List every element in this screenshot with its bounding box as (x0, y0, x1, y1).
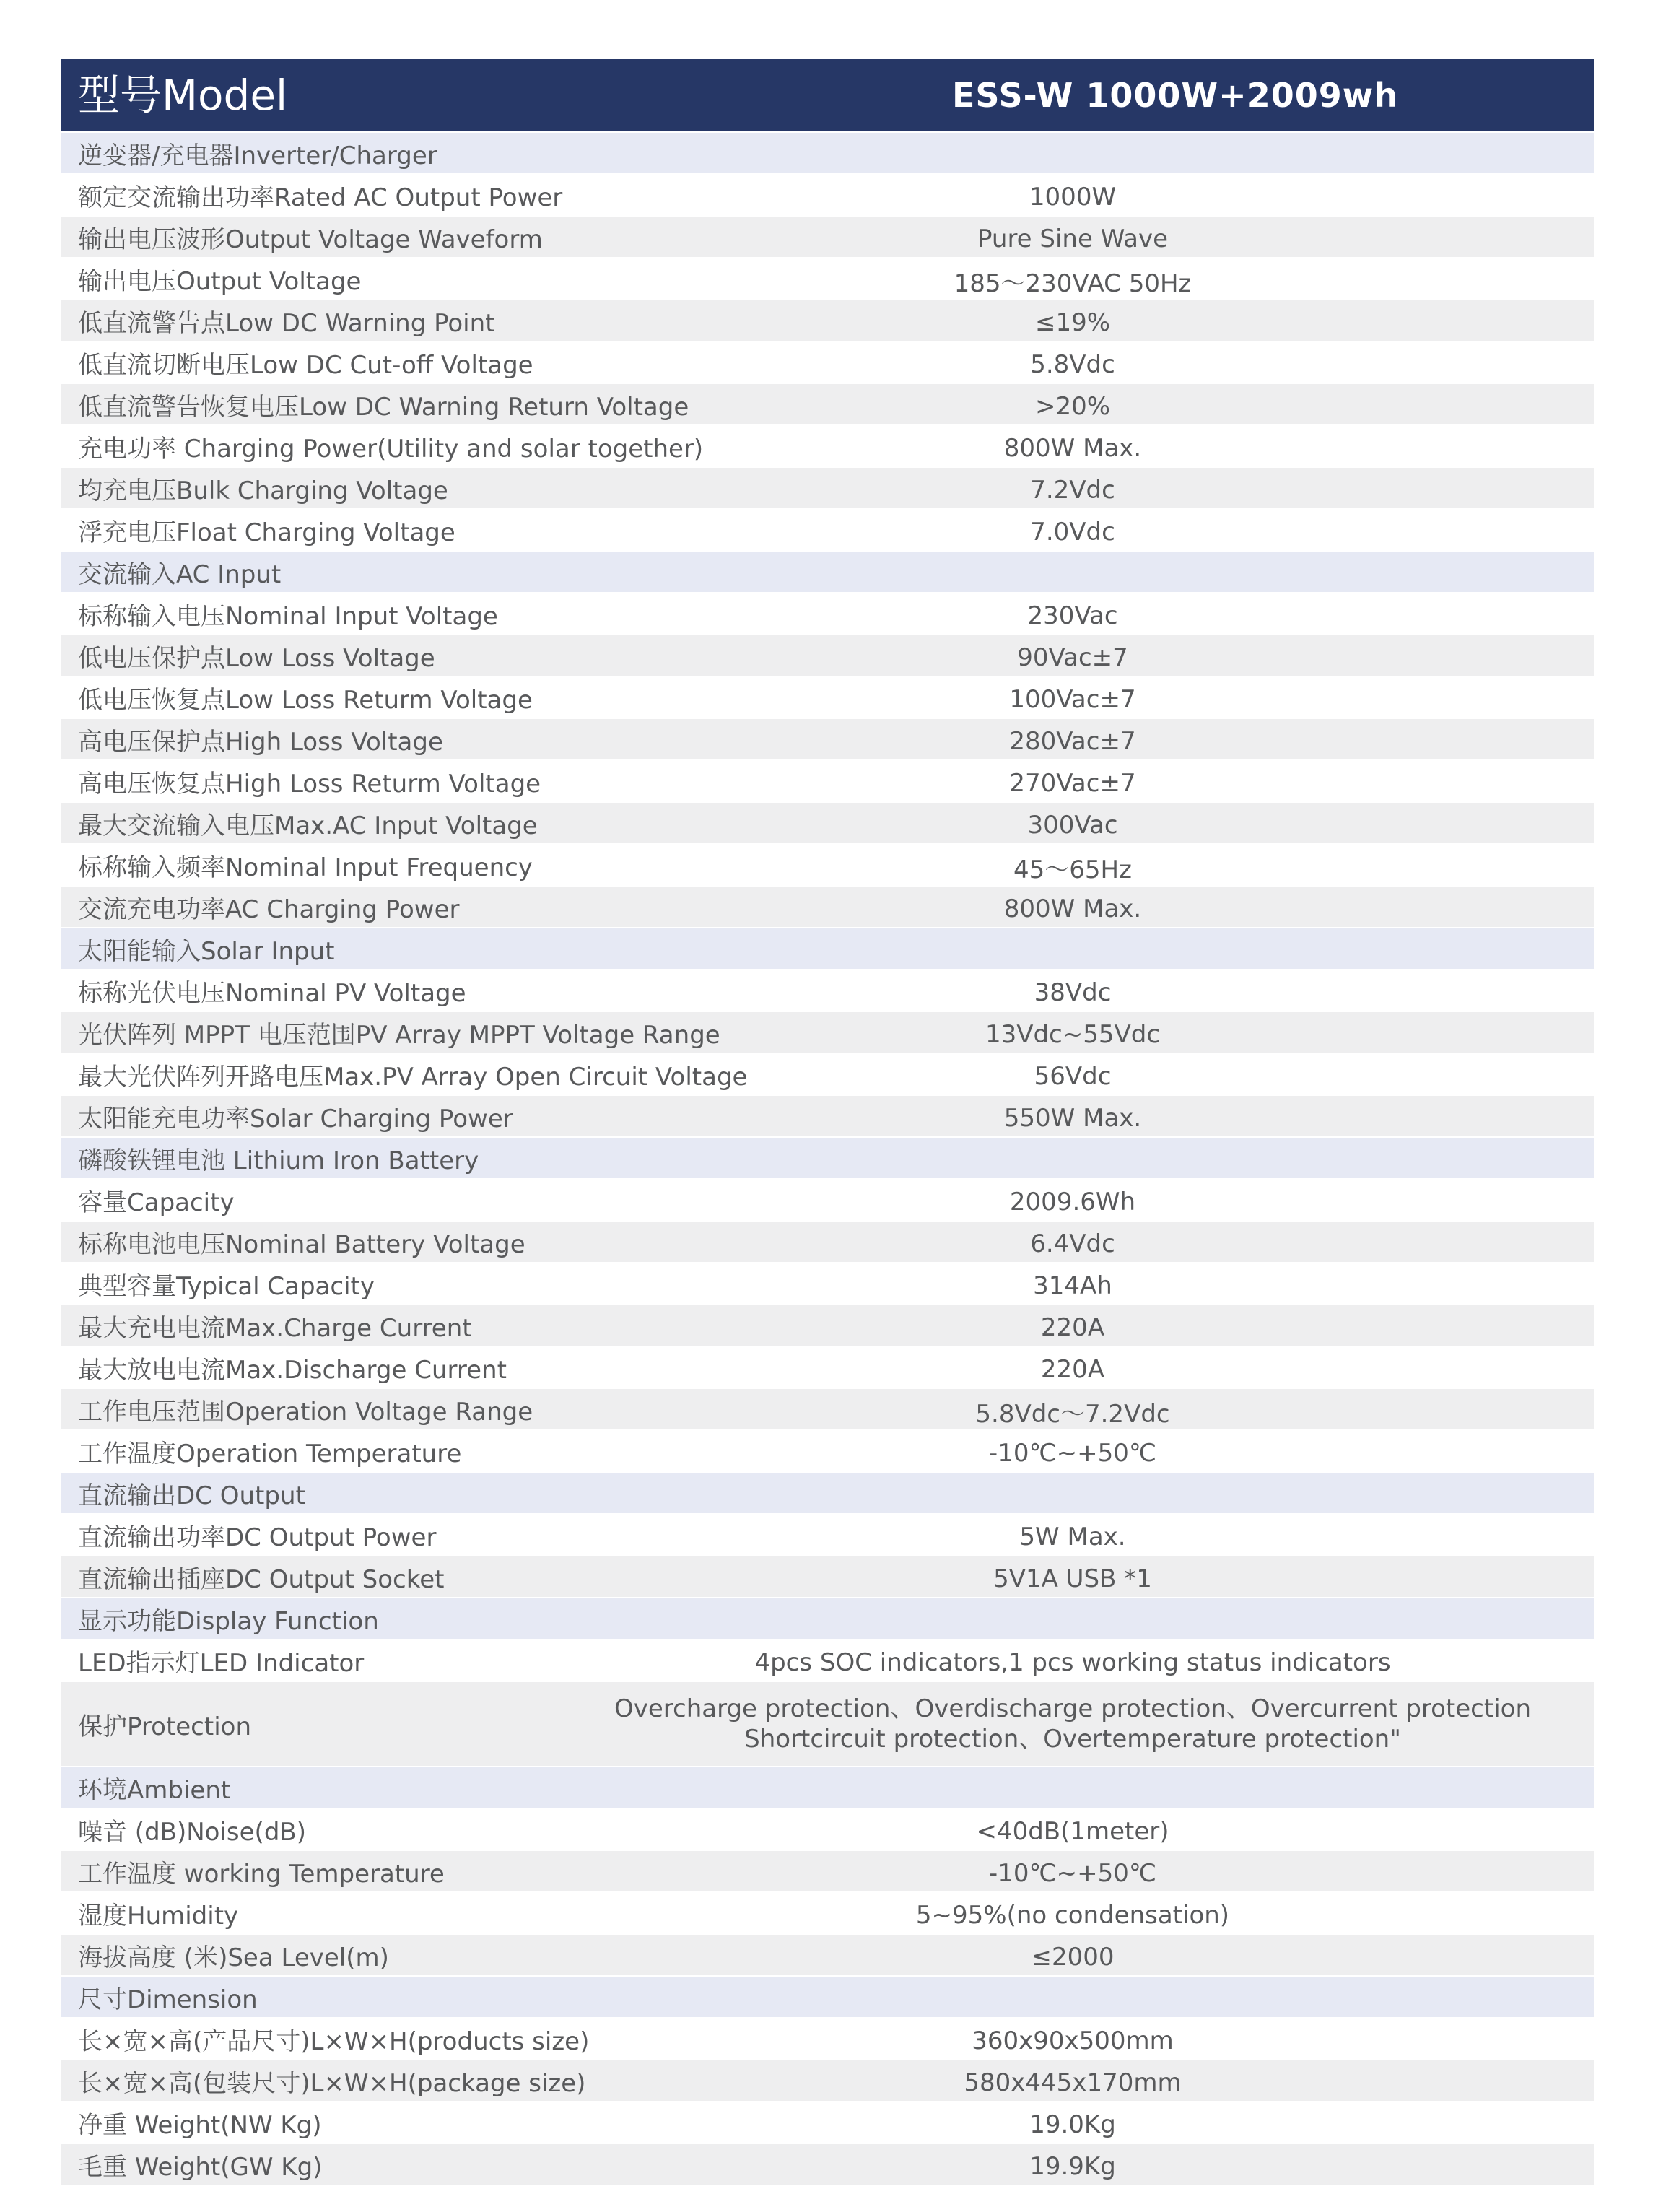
table-row (61, 676, 1594, 718)
spec-value: 19.9Kg (1029, 2152, 1116, 2181)
spec-value: 7.0Vdc (1030, 518, 1115, 547)
spec-label: 交流充电功率AC Charging Power (78, 894, 460, 924)
table-row (61, 969, 1594, 1011)
spec-value (551, 1785, 1594, 1790)
table-row (61, 173, 1594, 215)
spec-label: 长×宽×高(包装尺寸)L×W×H(package size) (78, 2068, 586, 2098)
table-row (61, 801, 1594, 843)
table-row (61, 885, 1594, 927)
table-row (61, 341, 1594, 383)
spec-label: 标称光伏电压Nominal PV Voltage (78, 978, 466, 1008)
spec-label: 低直流警告恢复电压Low DC Warning Return Voltage (78, 392, 689, 422)
section-row (61, 1471, 1594, 1513)
table-row (61, 1681, 1594, 1766)
model-value: ESS-W 1000W+2009wh (952, 76, 1398, 115)
spec-label: 最大放电电流Max.Discharge Current (78, 1355, 507, 1385)
section-row (61, 1975, 1594, 2017)
table-row (61, 2059, 1594, 2101)
spec-rows (61, 131, 1594, 2185)
spec-value: >20% (1034, 392, 1111, 421)
section-title: 磷酸铁锂电池 Lithium Iron Battery (78, 1146, 479, 1175)
table-row (61, 1178, 1594, 1220)
table-row (61, 1388, 1594, 1429)
spec-value: 300Vac (1027, 811, 1118, 840)
table-row (61, 2143, 1594, 2185)
section-row (61, 1766, 1594, 1808)
table-row (61, 299, 1594, 341)
table-row (61, 1933, 1594, 1975)
table-row (61, 1053, 1594, 1094)
spec-label: 工作电压范围Operation Voltage Range (78, 1397, 533, 1427)
section-row (61, 927, 1594, 969)
section-title: 环境Ambient (78, 1775, 231, 1805)
table-row (61, 843, 1594, 885)
table-row (61, 508, 1594, 550)
spec-label: 输出电压Output Voltage (78, 266, 362, 296)
spec-value: 230Vac (1027, 601, 1118, 630)
spec-value: 2009.6Wh (1009, 1188, 1136, 1216)
table-row (61, 1850, 1594, 1891)
spec-value: 7.2Vdc (1030, 476, 1115, 505)
spec-label: 低电压恢复点Low Loss Returm Voltage (78, 685, 533, 715)
spec-value: 580x445x170mm (964, 2068, 1182, 2097)
section-row (61, 1597, 1594, 1639)
spec-label: 毛重 Weight(GW Kg) (78, 2152, 323, 2182)
spec-value: 800W Max. (1003, 434, 1142, 463)
table-row (61, 2101, 1594, 2143)
spec-value: 6.4Vdc (1030, 1229, 1115, 1258)
section-title: 交流输入AC Input (78, 559, 282, 589)
spec-label: 标称输入电压Nominal Input Voltage (78, 601, 498, 631)
table-row (61, 1555, 1594, 1597)
spec-label: 输出电压波形Output Voltage Waveform (78, 225, 543, 254)
table-row (61, 718, 1594, 759)
spec-value (551, 1616, 1594, 1621)
spec-value: Pure Sine Wave (977, 225, 1169, 253)
spec-label: 直流输出插座DC Output Socket (78, 1564, 445, 1594)
spec-value: 45～65Hz (1013, 855, 1132, 884)
spec-label: 保护Protection (78, 1712, 252, 1741)
table-row (61, 1891, 1594, 1933)
section-row (61, 550, 1594, 592)
spec-value: 220A (1040, 1355, 1105, 1384)
spec-label: 净重 Weight(NW Kg) (78, 2110, 322, 2140)
spec-label: 标称输入频率Nominal Input Frequency (78, 853, 533, 882)
spec-value (551, 570, 1594, 574)
spec-value: 1000W (1029, 183, 1117, 212)
table-header (61, 59, 1594, 131)
spec-value: 800W Max. (1003, 894, 1142, 923)
spec-value: 550W Max. (1003, 1104, 1142, 1133)
spec-value: 100Vac±7 (1009, 685, 1136, 714)
table-row (61, 1220, 1594, 1262)
section-title: 直流输出DC Output (78, 1481, 305, 1510)
spec-table (61, 59, 1594, 2185)
table-row (61, 1429, 1594, 1471)
section-row (61, 131, 1594, 173)
spec-value: 5V1A USB *1 (993, 1564, 1152, 1593)
spec-label: 容量Capacity (78, 1188, 235, 1217)
spec-label: 浮充电压Float Charging Voltage (78, 518, 455, 547)
section-row (61, 1136, 1594, 1178)
model-label: 型号Model (78, 71, 288, 120)
spec-value: 56Vdc (1034, 1062, 1112, 1091)
table-row (61, 1094, 1594, 1136)
spec-label: 噪音 (dB)Noise(dB) (78, 1817, 306, 1847)
spec-label: LED指示灯LED Indicator (78, 1648, 365, 1678)
spec-value: 270Vac±7 (1009, 769, 1136, 798)
table-row (61, 2017, 1594, 2059)
spec-label: 典型容量Typical Capacity (78, 1271, 375, 1301)
spec-value (551, 946, 1594, 951)
spec-value (551, 1491, 1594, 1495)
spec-label: 工作温度Operation Temperature (78, 1439, 462, 1468)
table-row (61, 1304, 1594, 1346)
table-row (61, 424, 1594, 466)
section-title: 太阳能输入Solar Input (78, 936, 335, 966)
spec-label: 光伏阵列 MPPT 电压范围PV Array MPPT Voltage Range (78, 1020, 720, 1050)
spec-label: 低直流切断电压Low DC Cut-off Voltage (78, 350, 533, 380)
spec-value: <40dB(1meter) (976, 1817, 1169, 1846)
spec-label: 最大交流输入电压Max.AC Input Voltage (78, 811, 538, 840)
spec-value: Overcharge protection、Overdischarge protection、Overcurrent protection Shortcircuit protection、Overtemperature protection" (614, 1694, 1532, 1754)
spec-label: 长×宽×高(产品尺寸)L×W×H(products size) (78, 2026, 590, 2056)
spec-label: 最大光伏阵列开路电压Max.PV Array Open Circuit Voltage (78, 1062, 748, 1092)
spec-value: 5.8Vdc (1030, 350, 1115, 379)
spec-label: 湿度Humidity (78, 1901, 239, 1930)
table-row (61, 1262, 1594, 1304)
spec-label: 充电功率 Charging Power(Utility and solar together) (78, 434, 704, 463)
table-row (61, 257, 1594, 299)
spec-label: 标称电池电压Nominal Battery Voltage (78, 1229, 525, 1259)
table-row (61, 1011, 1594, 1053)
section-title: 尺寸Dimension (78, 1985, 258, 2014)
spec-value (551, 151, 1594, 155)
table-row (61, 1513, 1594, 1555)
spec-label: 低直流警告点Low DC Warning Point (78, 308, 495, 338)
spec-value: -10℃~+50℃ (988, 1439, 1157, 1468)
spec-value (551, 1156, 1594, 1160)
spec-label: 海拔高度 (米)Sea Level(m) (78, 1943, 389, 1972)
table-row (61, 383, 1594, 424)
spec-value: 5.8Vdc～7.2Vdc (975, 1399, 1170, 1429)
table-row (61, 759, 1594, 801)
table-row (61, 1346, 1594, 1388)
spec-value (551, 1995, 1594, 1999)
spec-label: 均充电压Bulk Charging Voltage (78, 476, 448, 505)
spec-label: 工作温度 working Temperature (78, 1859, 445, 1889)
spec-value: -10℃~+50℃ (988, 1859, 1157, 1888)
spec-label: 直流输出功率DC Output Power (78, 1523, 437, 1552)
spec-value: 314Ah (1033, 1271, 1112, 1300)
table-row (61, 215, 1594, 257)
spec-label: 高电压恢复点High Loss Returm Voltage (78, 769, 541, 798)
spec-value: 360x90x500mm (972, 2026, 1174, 2055)
table-row (61, 466, 1594, 508)
spec-value: ≤2000 (1031, 1943, 1115, 1972)
spec-value: 280Vac±7 (1009, 727, 1136, 756)
spec-value: 185～230VAC 50Hz (954, 269, 1192, 298)
spec-label: 最大充电电流Max.Charge Current (78, 1313, 472, 1343)
spec-value: 19.0Kg (1029, 2110, 1116, 2139)
spec-value: 13Vdc~55Vdc (985, 1020, 1161, 1049)
table-row (61, 1808, 1594, 1850)
table-row (61, 634, 1594, 676)
spec-value: ≤19% (1034, 308, 1111, 337)
spec-label: 额定交流输出功率Rated AC Output Power (78, 183, 563, 212)
spec-value: 38Vdc (1034, 978, 1112, 1007)
table-row (61, 592, 1594, 634)
spec-value: 5~95%(no condensation) (915, 1901, 1230, 1930)
spec-label: 高电压保护点High Loss Voltage (78, 727, 443, 757)
spec-value: 5W Max. (1019, 1523, 1126, 1551)
section-title: 逆变器/充电器Inverter/Charger (78, 141, 437, 170)
section-title: 显示功能Display Function (78, 1606, 379, 1636)
spec-value: 220A (1040, 1313, 1105, 1342)
table-row (61, 1639, 1594, 1681)
spec-value: 4pcs SOC indicators,1 pcs working status indicators (754, 1648, 1391, 1677)
spec-label: 太阳能充电功率Solar Charging Power (78, 1104, 513, 1133)
spec-label: 低电压保护点Low Loss Voltage (78, 643, 435, 673)
spec-value: 90Vac±7 (1017, 643, 1128, 672)
